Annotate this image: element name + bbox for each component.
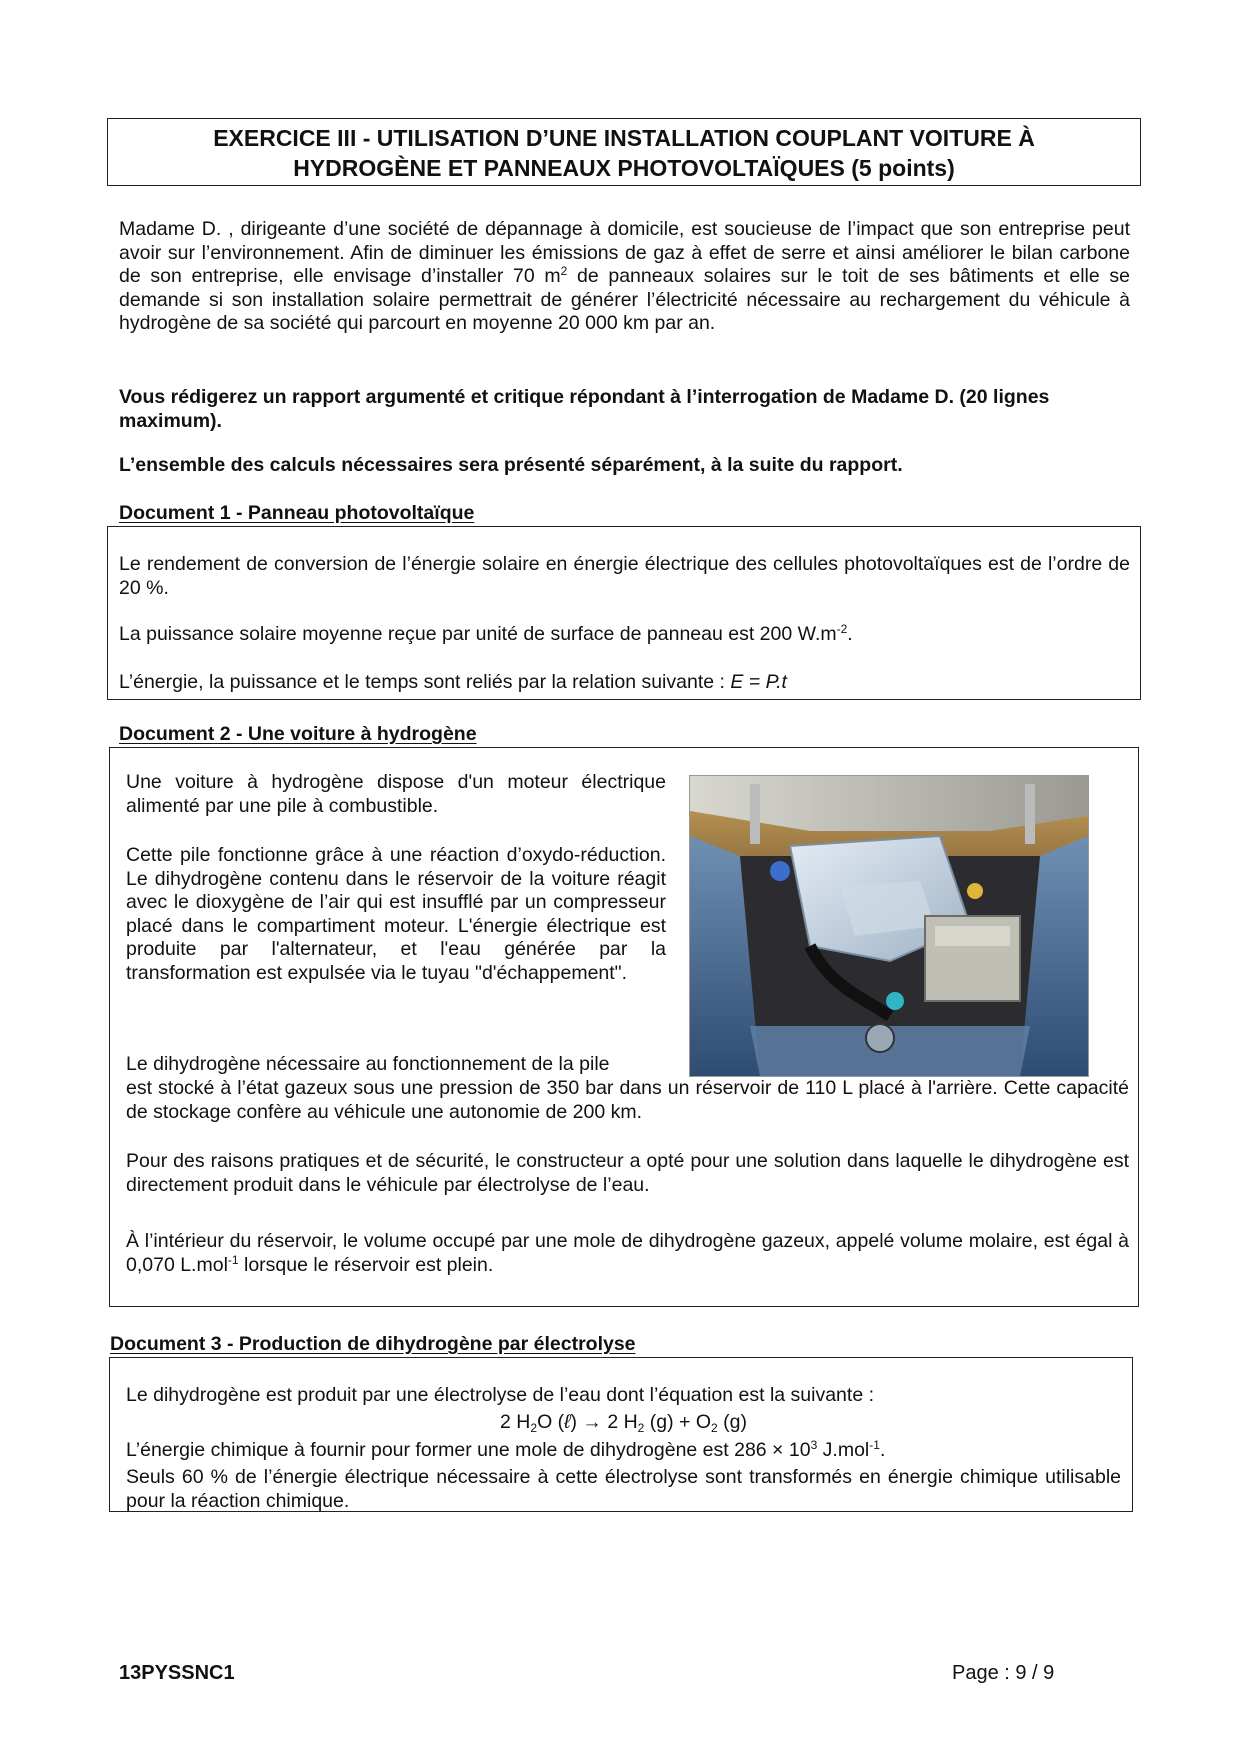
doc3-p2 bbox=[126, 1439, 1121, 1463]
doc1-label: Document 1 - Panneau photovoltaïque bbox=[119, 502, 475, 524]
title-line-1: EXERCICE III - UTILISATION D’UNE INSTALLATION COUPLANT VOITURE À bbox=[213, 125, 1035, 151]
engine-compartment-photo bbox=[689, 775, 1089, 1077]
doc1-p2 bbox=[119, 623, 1130, 647]
doc3-p1: Le dihydrogène est produit par une électrolyse de l’eau dont l’équation est la suivante : bbox=[126, 1384, 874, 1406]
footer-page: Page : 9 / 9 bbox=[952, 1662, 1055, 1684]
intro-paragraph bbox=[119, 218, 1130, 336]
engine-photo-svg bbox=[690, 776, 1088, 1076]
intro-text-1: Madame D. , dirigeante d’une société de dépannage à domicile, est soucieuse de l’impact que son entreprise peut avoir sur l’environnement. Afin de diminuer les émissions de gaz à effet de serre et ainsi améliorer le bilan carbone de son entreprise, elle envisage d’installer 70 m bbox=[119, 218, 1130, 287]
doc2-p5-text: À l’intérieur du réservoir, le volume occupé par une mole de dihydrogène gazeux, appelé volume molaire, est égal à 0,070 L.mol bbox=[126, 1230, 1129, 1276]
doc3-p2-sup2: -1 bbox=[869, 1438, 880, 1452]
intro-sup: 2 bbox=[560, 264, 568, 278]
eq-part-b: O ( bbox=[537, 1411, 565, 1433]
eq-part-a: 2 H bbox=[500, 1411, 531, 1433]
doc3-label: Document 3 - Production de dihydrogène par électrolyse bbox=[110, 1333, 636, 1355]
doc2-p5 bbox=[126, 1230, 1129, 1277]
doc1-p3 bbox=[119, 671, 1130, 695]
doc1-p2-sup: -2 bbox=[836, 622, 848, 636]
eq-part-c: ) → 2 H bbox=[570, 1411, 638, 1433]
eq-sub-1: 2 bbox=[530, 1421, 538, 1435]
doc2-p2: Cette pile fonctionne grâce à une réaction d’oxydo-réduction. Le dihydrogène contenu dans le réservoir de la voiture réagit avec le dioxygène de l’air qui est insufflé par un compresseur placé dans le compartiment moteur. L'énergie électrique est produite par l'alternateur, et l'eau générée par la transformation est expulsée via le tuyau "d'échappement". bbox=[126, 844, 666, 984]
doc2-p3b: est stocké à l’état gazeux sous une pression de 350 bar dans un réservoir de 110 L placé à l'arrière. Cette capacité de stockage confère au véhicule une autonomie de 200 km. bbox=[126, 1077, 1129, 1123]
doc1-p2-text: La puissance solaire moyenne reçue par unité de surface de panneau est 200 W.m bbox=[119, 623, 837, 645]
doc2-label: Document 2 - Une voiture à hydrogène bbox=[119, 723, 477, 745]
doc2-p1: Une voiture à hydrogène dispose d'un moteur électrique alimenté par une pile à combustible. bbox=[126, 771, 666, 817]
title-line-2: HYDROGÈNE ET PANNEAUX PHOTOVOLTAÏQUES (5 points) bbox=[293, 155, 955, 181]
eq-sub-3: 2 bbox=[711, 1421, 718, 1435]
eq-sub-2: 2 bbox=[637, 1421, 645, 1435]
doc1-p1: Le rendement de conversion de l’énergie solaire en énergie électrique des cellules photovoltaïques est de l’ordre de 20 %. bbox=[119, 553, 1130, 599]
doc2-p5-end: lorsque le réservoir est plein. bbox=[238, 1253, 494, 1276]
footer-code: 13PYSSNC1 bbox=[119, 1662, 235, 1684]
eq-part-d: (g) + O bbox=[644, 1411, 712, 1433]
doc3-p2-text: L’énergie chimique à fournir pour former une mole de dihydrogène est 286 × 10 bbox=[126, 1439, 811, 1461]
instruction: Vous rédigerez un rapport argumenté et critique répondant à l’interrogation de Madame D. (20 lignes maximum). bbox=[119, 386, 1050, 432]
exercise-title bbox=[107, 118, 1141, 186]
eq-part-e: (g) bbox=[717, 1411, 747, 1433]
doc1-p3-text: L’énergie, la puissance et le temps sont reliés par la relation suivante : bbox=[119, 671, 731, 693]
doc3-p2-sup1: 3 bbox=[810, 1438, 818, 1452]
doc2-p5-sup: -1 bbox=[227, 1252, 239, 1267]
doc3-p2-mid: J.mol bbox=[817, 1439, 870, 1461]
doc2-p3a: Le dihydrogène nécessaire au fonctionnement de la pile bbox=[126, 1053, 610, 1075]
intro-text-2: de panneaux solaires sur le toit de ses bâtiments et elle se demande si son installation solaire permettrait de générer l’électricité nécessaire au rechargement du véhicule à hydrogène de sa société qui parcourt en moyenne 20 000 km par an. bbox=[119, 265, 1130, 334]
doc3-p3: Seuls 60 % de l’énergie électrique nécessaire à cette électrolyse sont transformés en énergie chimique utilisable pour la réaction chimique. bbox=[126, 1466, 1121, 1512]
electrolysis-equation bbox=[126, 1411, 1121, 1435]
doc3-p2-end: . bbox=[879, 1439, 886, 1461]
doc1-formula: E = P.t bbox=[730, 671, 787, 693]
calc-note: L’ensemble des calculs nécessaires sera présenté séparément, à la suite du rapport. bbox=[119, 454, 903, 476]
eq-liquid: ℓ bbox=[564, 1411, 571, 1433]
doc2-p4: Pour des raisons pratiques et de sécurité, le constructeur a opté pour une solution dans laquelle le dihydrogène est directement produit dans le véhicule par électrolyse de l’eau. bbox=[126, 1150, 1129, 1196]
doc1-p2-end: . bbox=[847, 623, 853, 645]
